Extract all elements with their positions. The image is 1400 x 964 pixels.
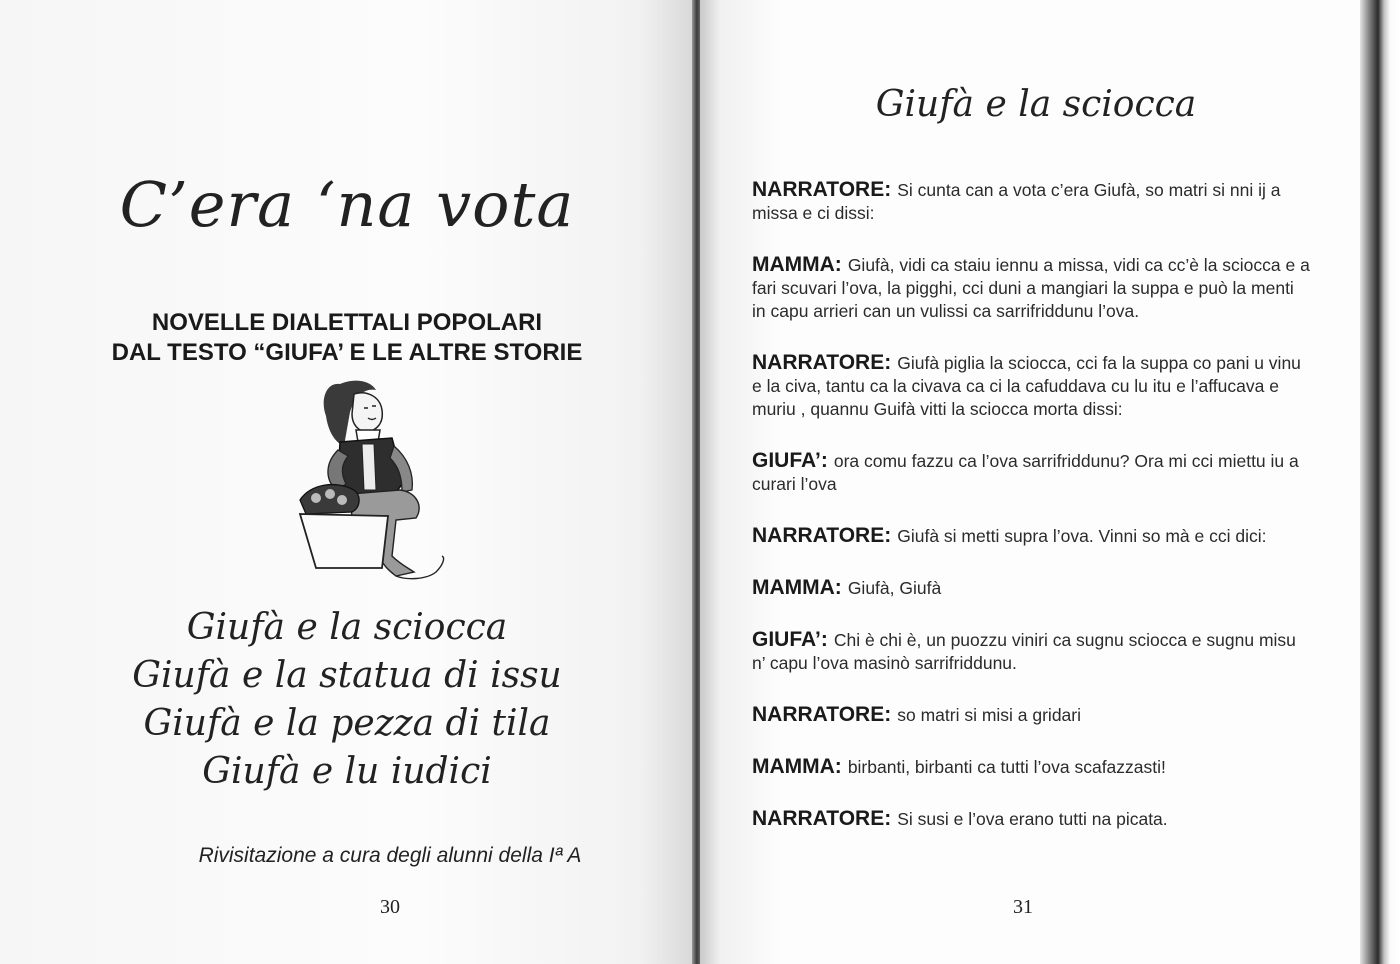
dialogue-text: birbanti, birbanti ca tutti l’ova scafazzasti!	[847, 757, 1166, 777]
right-page	[700, 0, 1372, 964]
subtitle-line-1: NOVELLE DIALETTALI POPOLARI	[151, 309, 543, 336]
story-title: Giufà e la sciocca	[186, 607, 508, 648]
book-edge	[1360, 0, 1400, 964]
story-title: Giufà e lu iudici	[202, 751, 492, 792]
subtitle-line-2: DAL TESTO “GIUFA’ E LE ALTRE STORIE	[111, 339, 583, 366]
dialogue-line	[752, 628, 1312, 675]
speaker-label: NARRATORE:	[752, 178, 892, 201]
dialogue-line	[752, 807, 1312, 831]
speaker-label: MAMMA:	[752, 576, 842, 599]
dialogue-text: Giufà piglia la sciocca, cci fa la suppa co pani u vinu e la civa, tantu ca la civava ca ci la cafuddava cu lu itu e l’affucava e muriu , quannu Guifà vitti la sciocca morta dissi:	[752, 353, 1301, 419]
dialogue-text: Giufà, Giufà	[847, 578, 942, 598]
speaker-label: MAMMA:	[752, 755, 842, 778]
dialogue-line	[752, 351, 1312, 421]
dialogue-line	[752, 178, 1312, 225]
dialogue-line	[752, 449, 1312, 496]
dialogue-line	[752, 253, 1312, 323]
dialogue-text: Chi è chi è, un puozzu viniri ca sugnu sciocca e sugnu misu n’ capu l’ova masinò sarrifriddunu.	[752, 630, 1296, 673]
dialogue-text: Si cunta can a vota c’era Giufà, so matri si nni ij a missa e ci dissi:	[752, 180, 1281, 223]
story-heading: Giufà e la sciocca	[875, 84, 1197, 125]
credit-line: Rivisitazione a cura degli alunni della Iª A	[198, 844, 582, 867]
story-title: Giufà e la pezza di tila	[143, 703, 551, 744]
dialogue-line	[752, 524, 1312, 548]
page-number: 30	[380, 896, 400, 918]
dialogue-line	[752, 703, 1312, 727]
speaker-label: GIUFA’:	[752, 449, 828, 472]
story-list	[0, 604, 694, 796]
dialogue-text: ora comu fazzu ca l’ova sarrifriddunu? Ora mi cci miettu iu a curari l’ova	[752, 451, 1299, 494]
speaker-label: NARRATORE:	[752, 703, 892, 726]
dialogue-text: Si susi e l’ova erano tutti na picata.	[897, 809, 1168, 829]
speaker-label: NARRATORE:	[752, 351, 892, 374]
speaker-label: NARRATORE:	[752, 807, 892, 830]
dialogue-line	[752, 755, 1312, 779]
giufa-illustration	[296, 372, 460, 584]
dialogue-text: Giufà si metti supra l’ova. Vinni so mà e cci dici:	[897, 526, 1267, 546]
book-title: C’era ‘na vota	[119, 168, 575, 241]
speaker-label: MAMMA:	[752, 253, 842, 276]
story-title: Giufà e la statua di issu	[132, 655, 562, 696]
dialogue	[752, 178, 1312, 831]
left-page	[0, 0, 694, 964]
speaker-label: GIUFA’:	[752, 628, 828, 651]
speaker-label: NARRATORE:	[752, 524, 892, 547]
dialogue-line	[752, 576, 1312, 600]
page-number: 31	[1013, 896, 1033, 918]
book-subtitle	[0, 308, 694, 368]
dialogue-text: so matri si misi a gridari	[897, 705, 1082, 725]
dialogue-text: Giufà, vidi ca staiu iennu a missa, vidi ca cc’è la sciocca e a fari scuvari l’ova, la pigghi, cci duni a mangiari la suppa e può la menti in capu arrieri can un vulissi ca sarrifriddunu l’ova.	[752, 255, 1310, 321]
